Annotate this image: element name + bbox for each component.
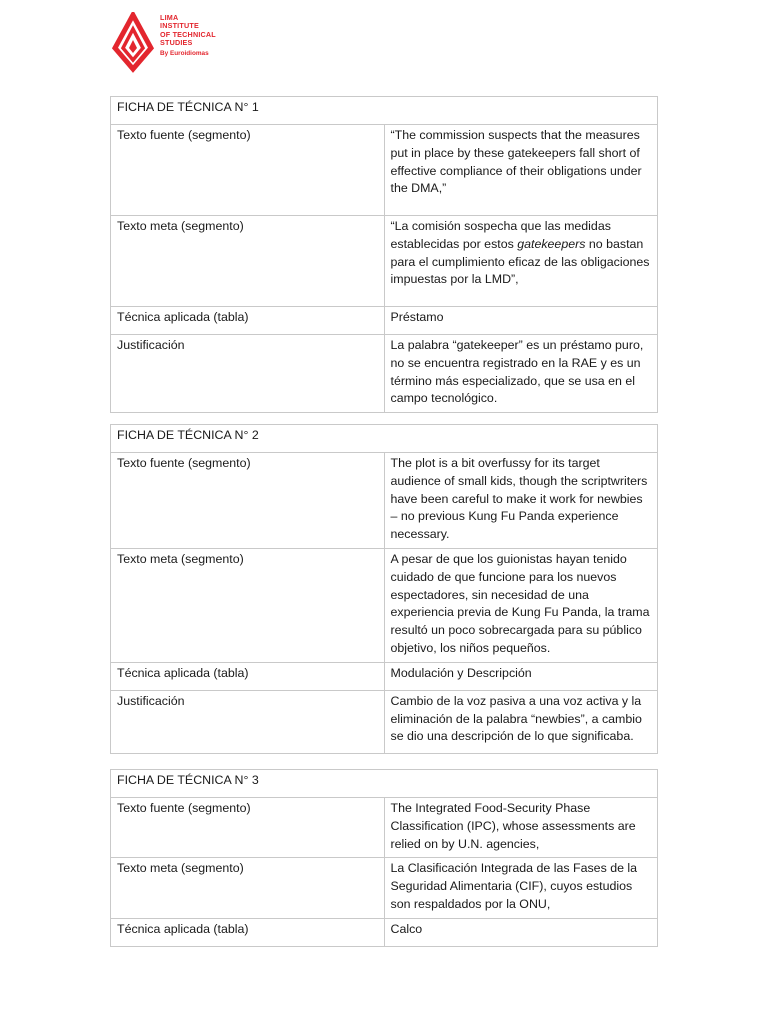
- row-value-text: no bastan para el cumplimiento eficaz de las obligaciones impuestas por la LMD”,: [390, 236, 650, 287]
- row-label: Texto fuente (segmento): [111, 453, 385, 549]
- row-label: Justificación: [111, 335, 385, 413]
- row-value: Préstamo: [384, 307, 658, 335]
- row-label: Texto fuente (segmento): [111, 798, 385, 858]
- row-label: Técnica aplicada (tabla): [111, 307, 385, 335]
- row-value: Cambio de la voz pasiva a una voz activa y la eliminación de la palabra “newbies”, a cambio se dio una descripción de lo que significaba.: [384, 690, 658, 753]
- logo-byline: By Euroidiomas: [160, 50, 209, 58]
- logo-line: LIMA: [160, 13, 179, 22]
- row-value: La palabra “gatekeeper” es un préstamo puro, no se encuentra registrado en la RAE y es un término más especializado, que se usa en el campo tecnológico.: [384, 335, 658, 413]
- institute-logo-text: [160, 14, 216, 58]
- row-value: The plot is a bit overfussy for its target audience of small kids, though the scriptwriters have been careful to make it work for newbies – no previous Kung Fu Panda experience necessary.: [384, 453, 658, 549]
- ficha-table-3: [110, 769, 658, 947]
- row-label: Texto fuente (segmento): [111, 125, 385, 216]
- logo-line: STUDIES: [160, 37, 193, 47]
- row-value: Modulación y Descripción: [384, 662, 658, 690]
- row-label: Justificación: [111, 690, 385, 753]
- row-label: Texto meta (segmento): [111, 858, 385, 918]
- row-value: The Integrated Food-Security Phase Classification (IPC), whose assessments are relied on by U.N. agencies,: [384, 798, 658, 858]
- row-value: [384, 216, 658, 307]
- row-value-text: “La comisión sospecha que las medidas establecidas por estos: [390, 219, 611, 251]
- row-label: Texto meta (segmento): [111, 548, 385, 662]
- row-label: Texto meta (segmento): [111, 216, 385, 307]
- row-value-italic: gatekeepers: [517, 236, 586, 251]
- logo-line: INSTITUTE: [160, 21, 199, 31]
- logo-line: OF TECHNICAL: [160, 29, 216, 39]
- row-label: Técnica aplicada (tabla): [111, 662, 385, 690]
- row-label: Técnica aplicada (tabla): [111, 918, 385, 946]
- ficha-table-1: [110, 96, 658, 413]
- row-value: La Clasificación Integrada de las Fases de la Seguridad Alimentaria (CIF), cuyos estudios son respaldados por la ONU,: [384, 858, 658, 918]
- ficha-table-2: [110, 424, 658, 754]
- ficha-title: FICHA DE TÉCNICA N° 3: [111, 770, 658, 798]
- row-value: A pesar de que los guionistas hayan tenido cuidado de que funcione para los nuevos espectadores, sin necesidad de una experiencia previa de Kung Fu Panda, la trama resultó un poco sobrecargada para su público objetivo, los niños pequeños.: [384, 548, 658, 662]
- row-value: “The commission suspects that the measures put in place by these gatekeepers fall short of effective compliance of their obligations under the DMA,”: [384, 125, 658, 216]
- ficha-title: FICHA DE TÉCNICA N° 2: [111, 425, 658, 453]
- ficha-title: FICHA DE TÉCNICA N° 1: [111, 97, 658, 125]
- row-value: Calco: [384, 918, 658, 946]
